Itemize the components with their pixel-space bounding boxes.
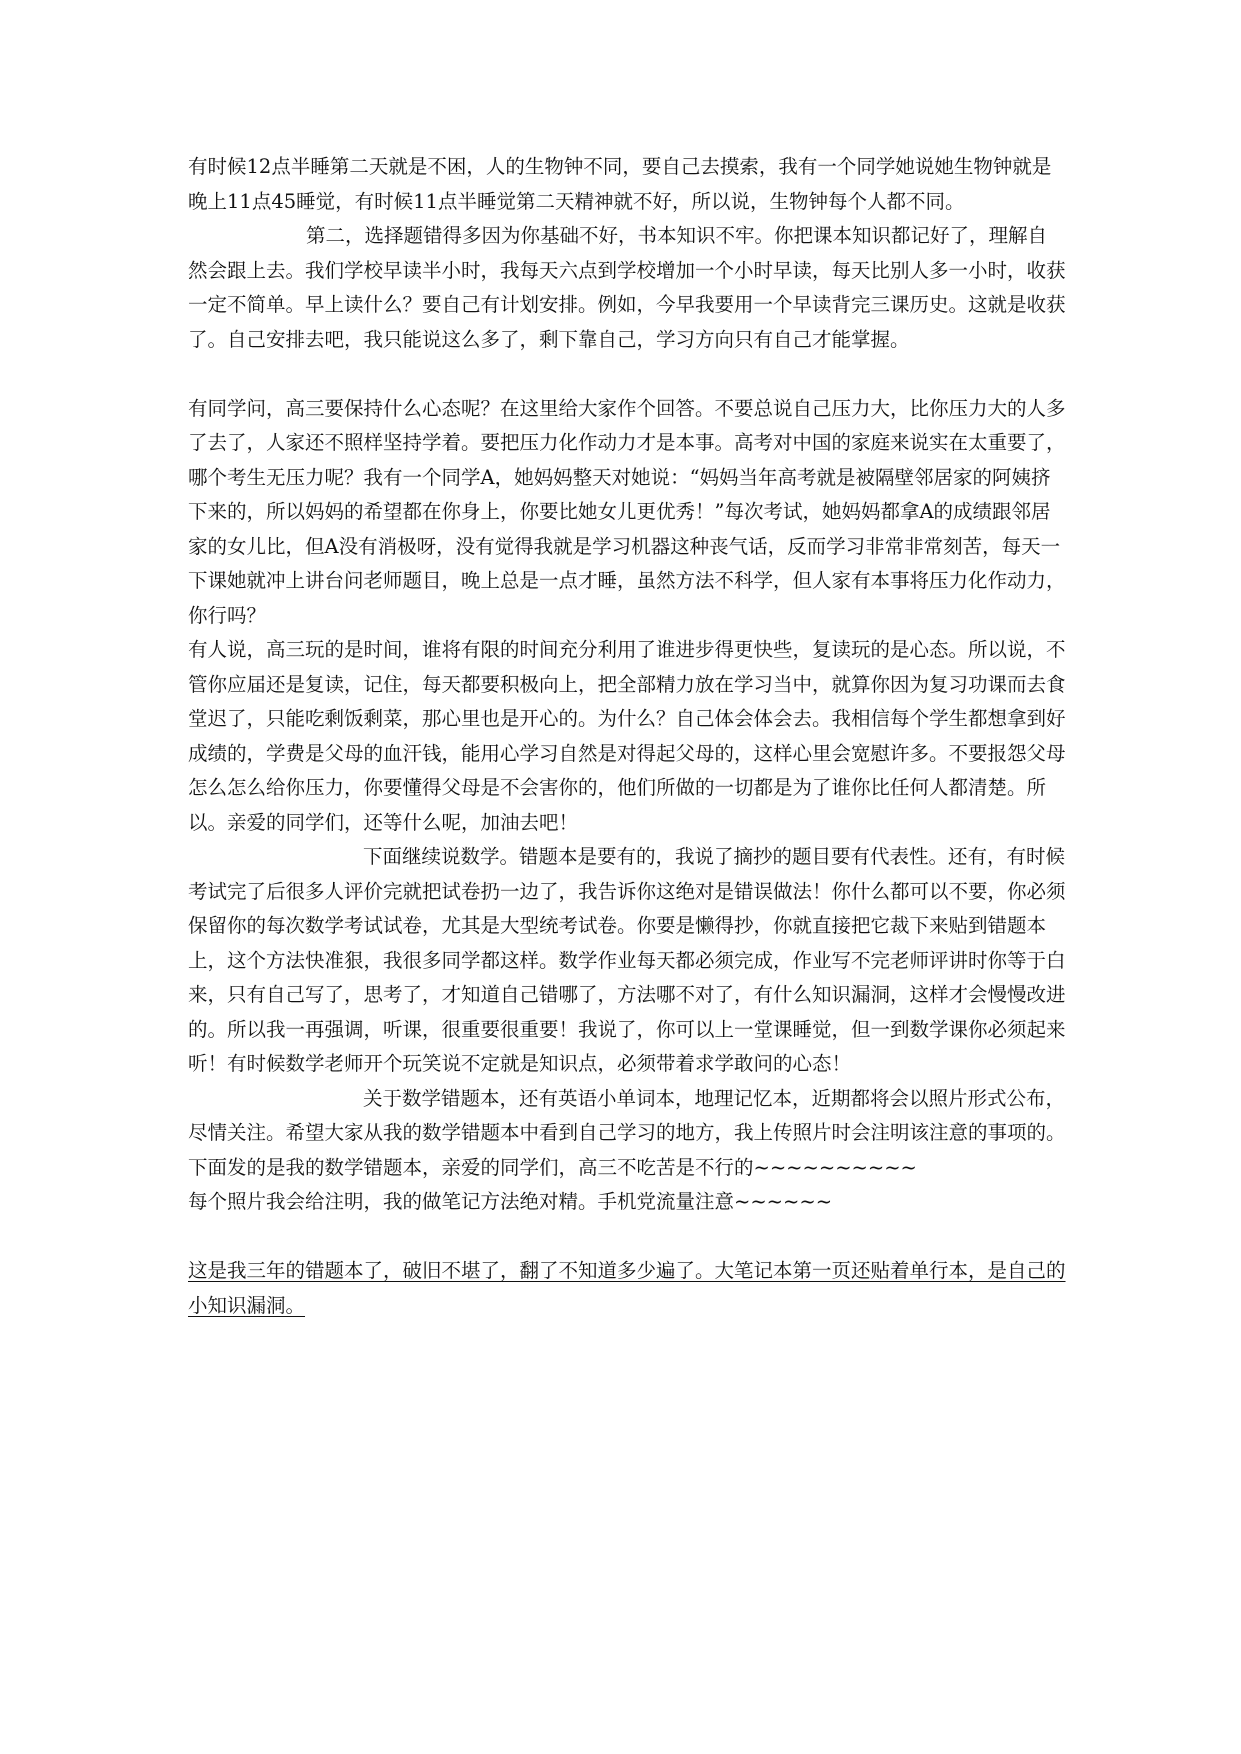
paragraph-biological-clock: 有时候12点半睡第二天就是不困，人的生物钟不同，要自己去摸索，我有一个同学她说她生物钟就是晚上11点45睡觉，有时候11点半睡觉第二天精神就不好，所以说，生物钟每个人都不同。 <box>188 155 1052 213</box>
paragraph-time-and-attitude: 有人说，高三玩的是时间，谁将有限的时间充分利用了谁进步得更快些，复读玩的是心态。所以说，不管你应届还是复读，记住，每天都要积极向上，把全部精力放在学习当中，就算你因为复习功课而去食堂迟了，只能吃剩饭剩菜，那心里也是开心的。为什么？自己体会体会去。我相信每个学生都想拿到好成绩的，学费是父母的血汗钱，能用心学习自然是对得起父母的，这样心里会宽慰许多。不要报怨父母怎么怎么给你压力，你要懂得父母是不会害你的，他们所做的一切都是为了谁你比任何人都清楚。所以。亲爱的同学们，还等什么呢，加油去吧！ <box>188 638 1066 834</box>
paragraph-photo-notes: 每个照片我会给注明，我的做笔记方法绝对精。手机党流量注意~~~~~~ <box>188 1190 833 1213</box>
document-page <box>188 150 1066 1323</box>
paragraph-math-mistake-book: 下面继续说数学。错题本是要有的，我说了摘抄的题目要有代表性。还有，有时候考试完了后很多人评价完就把试卷扔一边了，我告诉你这绝对是错误做法！你什么都可以不要，你必须保留你的每次数学考试试卷，尤其是大型统考试卷。你要是懒得抄，你就直接把它裁下来贴到错题本上，这个方法快准狠，我很多同学都这样。数学作业每天都必须完成，作业写不完老师评讲时你等于白来，只有自己写了，思考了，才知道自己错哪了，方法哪不对了，有什么知识漏洞，这样才会慢慢改进的。所以我一再强调，听课，很重要很重要！我说了，你可以上一堂课睡觉，但一到数学课你必须起来听！有时候数学老师开个玩笑说不定就是知识点，必须带着求学敢问的心态！ <box>188 845 1066 1075</box>
paragraph-gap <box>188 357 1066 392</box>
paragraph-mindset: 有同学问，高三要保持什么心态呢？在这里给大家作个回答。不要总说自己压力大，比你压力大的人多了去了，人家还不照样坚持学着。要把压力化作动力才是本事。高考对中国的家庭来说实在太重要了，哪个考生无压力呢？我有一个同学A，她妈妈整天对她说：“妈妈当年高考就是被隔壁邻居家的阿姨挤下来的，所以妈妈的希望都在你身上，你要比她女儿更优秀！”每次考试，她妈妈都拿A的成绩跟邻居家的女儿比，但A没有消极呀，没有觉得我就是学习机器这种丧气话，反而学习非常非常刻苦，每天一下课她就冲上讲台问老师题目，晚上总是一点才睡，虽然方法不科学，但人家有本事将压力化作动力，你行吗？ <box>188 396 1066 627</box>
photo-caption: 这是我三年的错题本了，破旧不堪了，翻了不知道多少遍了。大笔记本第一页还贴着单行本，是自己的小知识漏洞。 <box>188 1259 1066 1317</box>
paragraph-photo-announcement: 关于数学错题本，还有英语小单词本，地理记忆本，近期都将会以照片形式公布，尽情关注。希望大家从我的数学错题本中看到自己学习的地方，我上传照片时会注明该注意的事项的。 <box>188 1086 1066 1144</box>
paragraph-multiple-choice: 第二，选择题错得多因为你基础不好，书本知识不牢。你把课本知识都记好了，理解自然会跟上去。我们学校早读半小时，我每天六点到学校增加一个小时早读，每天比别人多一小时，收获一定不简单。早上读什么？要自己有计划安排。例如，今早我要用一个早读背完三课历史。这就是收获了。自己安排去吧，我只能说这么多了，剩下靠自己，学习方向只有自己才能掌握。 <box>188 224 1066 351</box>
paragraph-posting-notebook: 下面发的是我的数学错题本，亲爱的同学们，高三不吃苦是不行的~~~~~~~~~~ <box>188 1155 917 1179</box>
paragraph-gap <box>188 1220 1066 1255</box>
